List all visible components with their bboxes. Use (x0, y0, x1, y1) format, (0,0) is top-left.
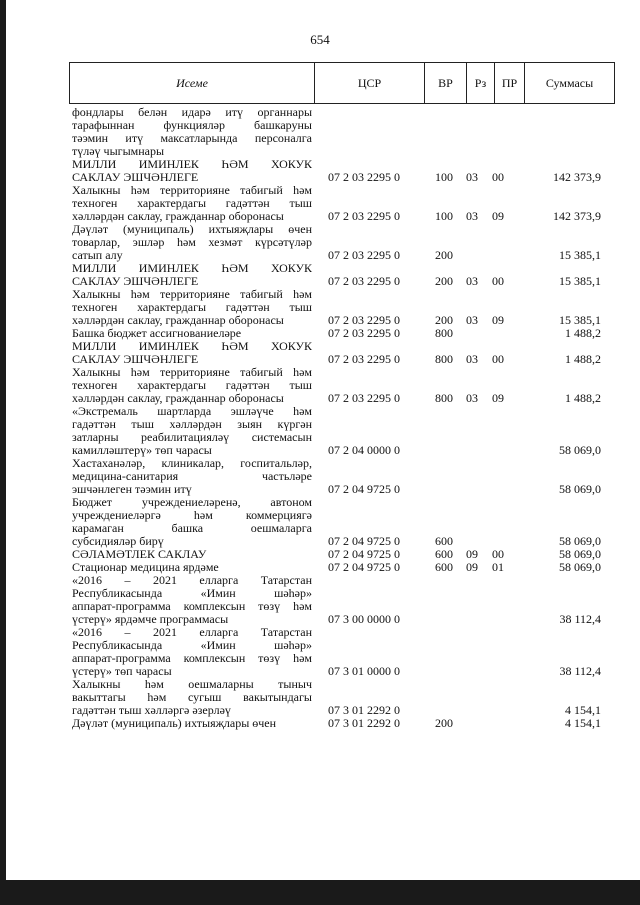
row-vr: 200 (435, 274, 453, 288)
row-name-line: Халыкны һәм территорияне табигый һәм (72, 287, 312, 301)
header-csr: ЦСР (315, 63, 425, 104)
row-name-line: Дәүләт (муниципаль) ихтыяҗлары өчен (72, 716, 277, 730)
header-vr: ВР (425, 63, 467, 104)
row-sum: 38 112,4 (559, 612, 601, 626)
row-name (72, 496, 312, 548)
header-sum: Суммасы (525, 63, 615, 104)
row-name-line: МИЛЛИ ИМИНЛЕК ҺӘМ ХОКУК (72, 261, 312, 275)
row-name-line: САКЛАУ ЭШЧӘНЛЕГЕ (72, 274, 199, 288)
row-name-line: Стационар медицина ярдәме (72, 560, 219, 574)
row-name-line: медицина-санитария частьләре (72, 469, 312, 483)
row-sum: 15 385,1 (559, 274, 601, 288)
row-sum: 58 069,0 (559, 443, 601, 457)
row-name-line: Хастаханәләр, клиникалар, госпитальләр, (72, 456, 312, 470)
row-csr: 07 2 04 9725 0 (328, 560, 400, 574)
row-vr: 800 (435, 391, 453, 405)
row-sum: 58 069,0 (559, 547, 601, 561)
row-name-line: МИЛЛИ ИМИНЛЕК ҺӘМ ХОКУК (72, 157, 312, 171)
table-row (0, 366, 640, 405)
row-csr: 07 2 03 2295 0 (328, 326, 400, 340)
row-rz: 09 (466, 560, 478, 574)
row-name-line: товарлар, эшләр һәм хезмәт күрсәтүләр (72, 235, 312, 249)
row-name-line: тәэмин итү максатларында персоналга (72, 131, 312, 145)
row-name-line: вакыттагы һәм сугыш вакытындагы (72, 690, 312, 704)
row-rz: 03 (466, 313, 478, 327)
table-row (0, 184, 640, 223)
row-name-line: фондлары белән идарә итү органнары (72, 105, 312, 119)
scan-bottom-edge (0, 880, 640, 905)
row-name-line: түләү чыгымнары (72, 144, 165, 158)
row-name-line: Халыкны һәм оешмаларны тыныч (72, 677, 312, 691)
row-name-line: үстерү» төп чарасы (72, 664, 172, 678)
row-sum: 58 069,0 (559, 534, 601, 548)
table-row (0, 405, 640, 457)
row-name (72, 717, 312, 730)
table-row (0, 223, 640, 262)
row-sum: 15 385,1 (559, 313, 601, 327)
row-name (72, 340, 312, 366)
row-vr: 600 (435, 560, 453, 574)
row-name (72, 626, 312, 678)
table-row (0, 262, 640, 288)
row-name-line: Дәүләт (муниципаль) ихтыяҗлары өчен (72, 222, 312, 236)
row-sum: 1 488,2 (565, 352, 601, 366)
row-name-line: «Экстремаль шартларда эшләүче һәм (72, 404, 312, 418)
row-vr: 600 (435, 534, 453, 548)
row-sum: 58 069,0 (559, 560, 601, 574)
row-sum: 1 488,2 (565, 391, 601, 405)
row-sum: 1 488,2 (565, 326, 601, 340)
row-pr: 09 (492, 313, 504, 327)
row-vr: 200 (435, 313, 453, 327)
row-sum: 142 373,9 (553, 209, 601, 223)
row-rz: 03 (466, 391, 478, 405)
row-name (72, 457, 312, 496)
table-row (0, 457, 640, 496)
row-name-line: техноген характердагы гадәттән тыш (72, 196, 312, 210)
row-name-line: сатып алу (72, 248, 123, 262)
row-name-line: карамаган башка оешмаларга (72, 521, 312, 535)
row-name-line: аппарат-программа комплексын төзү һәм (72, 651, 312, 665)
row-pr: 00 (492, 274, 504, 288)
header-pr: ПР (495, 63, 525, 104)
row-csr: 07 2 04 9725 0 (328, 547, 400, 561)
row-name (72, 574, 312, 626)
row-pr: 00 (492, 352, 504, 366)
row-csr: 07 2 04 9725 0 (328, 482, 400, 496)
row-name-line: МИЛЛИ ИМИНЛЕК ҺӘМ ХОКУК (72, 339, 312, 353)
row-name-line: субсидияләр бирү (72, 534, 164, 548)
row-name-line: хәлләрдән саклау, гражданнар оборонасы (72, 313, 284, 327)
row-sum: 4 154,1 (565, 703, 601, 717)
table-body (0, 106, 640, 730)
row-name (72, 405, 312, 457)
row-csr: 07 2 03 2295 0 (328, 170, 400, 184)
row-pr: 01 (492, 560, 504, 574)
row-rz: 09 (466, 547, 478, 561)
table-row (0, 288, 640, 327)
row-csr: 07 2 03 2295 0 (328, 274, 400, 288)
row-sum: 58 069,0 (559, 482, 601, 496)
table-row (0, 717, 640, 730)
row-vr: 200 (435, 716, 453, 730)
row-csr: 07 2 03 2295 0 (328, 352, 400, 366)
row-vr: 600 (435, 547, 453, 561)
row-name-line: үстерү» ярдәмче программасы (72, 612, 229, 626)
row-csr: 07 2 04 0000 0 (328, 443, 400, 457)
row-name-line: техноген характердагы гадәттән тыш (72, 300, 312, 314)
row-pr: 09 (492, 209, 504, 223)
row-name (72, 262, 312, 288)
row-sum: 15 385,1 (559, 248, 601, 262)
row-sum: 142 373,9 (553, 170, 601, 184)
row-csr: 07 2 03 2295 0 (328, 248, 400, 262)
row-name-line: хәлләрдән саклау, гражданнар оборонасы (72, 209, 284, 223)
row-name-line: учреждениеләргә һәм коммерциягә (72, 508, 312, 522)
row-name-line: Бюджет учреждениеләренә, автоном (72, 495, 312, 509)
header-rz: Рз (467, 63, 495, 104)
row-name-line: САКЛАУ ЭШЧӘНЛЕГЕ (72, 352, 199, 366)
row-name-line: Республикасында «Имин шәһәр» (72, 638, 312, 652)
row-name-line: затларны реабилитацияләү системасын (72, 430, 312, 444)
table-row (0, 340, 640, 366)
row-csr: 07 3 01 0000 0 (328, 664, 400, 678)
row-csr: 07 2 03 2295 0 (328, 391, 400, 405)
row-pr: 00 (492, 170, 504, 184)
row-rz: 03 (466, 170, 478, 184)
row-name-line: СӘЛАМӘТЛЕК САКЛАУ (72, 547, 207, 561)
table-row (0, 678, 640, 717)
row-name-line: Республикасында «Имин шәһәр» (72, 586, 312, 600)
table-row (0, 574, 640, 626)
table-header (69, 62, 615, 104)
row-name-line: Халыкны һәм территорияне табигый һәм (72, 365, 312, 379)
row-name-line: хәлләрдән саклау, гражданнар оборонасы (72, 391, 284, 405)
row-name (72, 158, 312, 184)
row-name (72, 223, 312, 262)
row-name-line: «2016 – 2021 елларга Татарстан (72, 625, 312, 639)
row-csr: 07 3 01 2292 0 (328, 703, 400, 717)
row-name-line: гадәттән тыш хәлләрдән зыян күргән (72, 417, 312, 431)
row-name-line: тарафыннан функцияләр башкаруны (72, 118, 312, 132)
row-csr: 07 3 01 2292 0 (328, 716, 400, 730)
row-name-line: Халыкны һәм территорияне табигый һәм (72, 183, 312, 197)
row-vr: 100 (435, 209, 453, 223)
page-number: 654 (310, 32, 330, 47)
table-row (0, 626, 640, 678)
row-name (72, 678, 312, 717)
row-name (72, 184, 312, 223)
row-vr: 800 (435, 326, 453, 340)
row-vr: 200 (435, 248, 453, 262)
row-pr: 09 (492, 391, 504, 405)
row-name-line: «2016 – 2021 елларга Татарстан (72, 573, 312, 587)
row-name (72, 288, 312, 327)
row-name (72, 366, 312, 405)
row-vr: 800 (435, 352, 453, 366)
row-rz: 03 (466, 274, 478, 288)
row-name-line: Башка бюджет ассигнованиеләре (72, 326, 242, 340)
row-rz: 03 (466, 209, 478, 223)
row-name-line: камилләштерү» төп чарасы (72, 443, 212, 457)
table-row (0, 158, 640, 184)
row-rz: 03 (466, 352, 478, 366)
row-pr: 00 (492, 547, 504, 561)
row-sum: 4 154,1 (565, 716, 601, 730)
row-sum: 38 112,4 (559, 664, 601, 678)
row-name-line: САКЛАУ ЭШЧӘНЛЕГЕ (72, 170, 199, 184)
row-name-line: аппарат-программа комплексын төзү һәм (72, 599, 312, 613)
row-vr: 100 (435, 170, 453, 184)
header-name: Исеме (70, 63, 315, 104)
table-row (0, 106, 640, 158)
row-csr: 07 2 04 9725 0 (328, 534, 400, 548)
row-csr: 07 2 03 2295 0 (328, 313, 400, 327)
table-row (0, 496, 640, 548)
row-name-line: гадәттән тыш хәлләргә әзерләү (72, 703, 231, 717)
row-name (72, 106, 312, 158)
row-csr: 07 2 03 2295 0 (328, 209, 400, 223)
row-name-line: техноген характердагы гадәттән тыш (72, 378, 312, 392)
row-name-line: эшчәнлеген тәэмин итү (72, 482, 192, 496)
row-csr: 07 3 00 0000 0 (328, 612, 400, 626)
